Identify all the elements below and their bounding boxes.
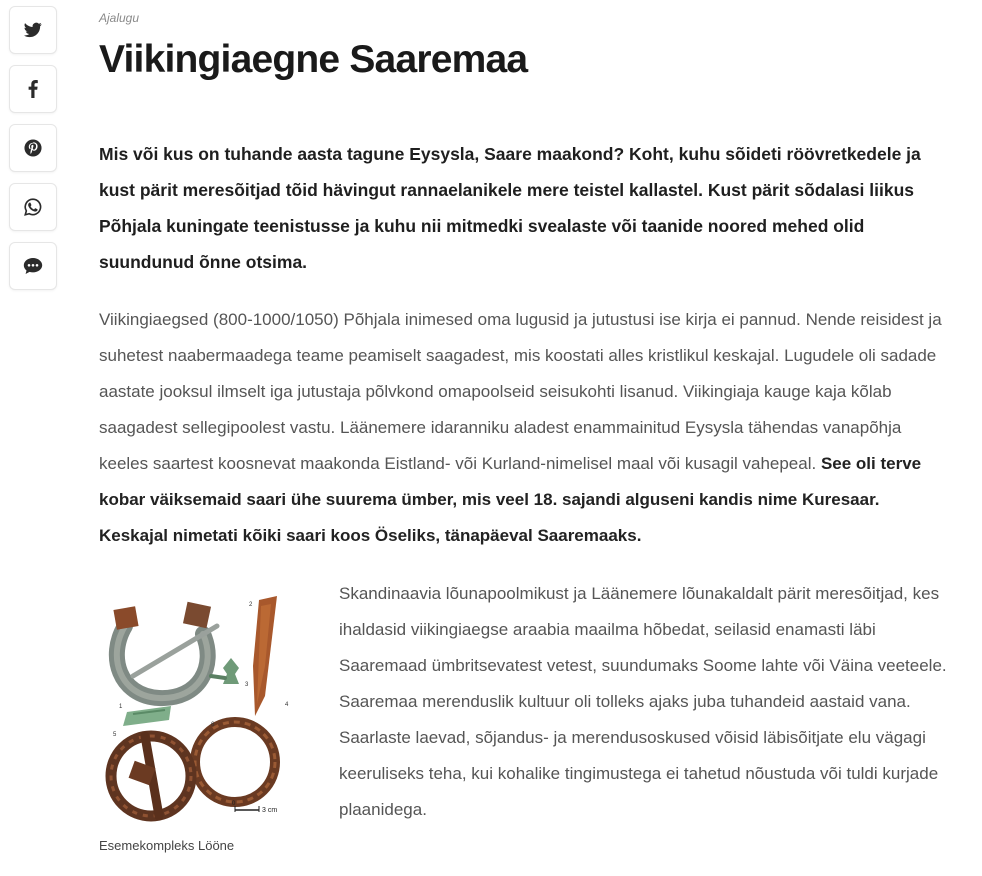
- article-paragraph-2: Skandinaavia lõunapoolmikust ja Läänemere lõunakaldalt pärit meresõitjad, kes ihaldasid viikingiaegse araabia maailma hõbedat, seilasid enamasti läbi Saaremaad ümbritsevatest vetest, suundumaks Soome lahte või Väina veeteele. Saaremaa merenduslik kultuur oli tolleks ajaks juba tuhandeid aastaid vana. Saarlaste laevad, sõjandus- ja merendusoskused võisid läbisõitjate elu vägagi keeruliseks teha, kui kohalike tingimustega ei tahetud nõustuda või tuldi kurjade plaanidega.: [339, 583, 947, 819]
- pinterest-icon: [24, 139, 42, 157]
- facebook-icon: [28, 80, 38, 98]
- whatsapp-share-button[interactable]: [9, 183, 57, 231]
- category-label[interactable]: Ajalugu: [99, 11, 140, 25]
- article-paragraph-1: [99, 302, 949, 554]
- artifact-number-2: 2: [249, 601, 253, 608]
- paragraph-1-bold-text: See oli terve kobar väiksemaid saari ühe suurema ümber, mis veel 18. sajandi alguseni kandis nime Kuresaar. Keskajal nimetati kõiki saari koos Öseliks, tänapäeval Saaremaaks.: [99, 453, 922, 545]
- twitter-share-button[interactable]: [9, 6, 57, 54]
- artifact-number-1: 1: [119, 703, 123, 710]
- artifact-number-6: 6: [211, 721, 215, 728]
- facebook-share-button[interactable]: [9, 65, 57, 113]
- figure-caption: Esemekompleks Lööne: [99, 837, 235, 853]
- scale-zero-label: 0: [232, 800, 236, 807]
- article-lead: Mis või kus on tuhande aasta tagune Eysysla, Saare maakond? Koht, kuhu sõideti röövretkedele ja kust pärit meresõitjad tõid hävingut rannaelanikele mere teistel kallastel. Kust pärit sõdalasi liikus Põhjala kuningate teenistusse ja kuhu nii mitmedki svealaste või taanide noored mehed olid suundunud õnne otsima.: [99, 143, 921, 272]
- article: [99, 0, 949, 876]
- artifact-number-5: 5: [113, 731, 117, 738]
- comment-icon: [23, 257, 43, 275]
- share-sidebar: [9, 6, 59, 301]
- twitter-icon: [24, 22, 42, 38]
- pinterest-share-button[interactable]: [9, 124, 57, 172]
- artifact-image[interactable]: [99, 586, 299, 826]
- whatsapp-icon: [24, 198, 42, 216]
- paragraph-1-text: Viikingiaegsed (800-1000/1050) Põhjala inimesed oma lugusid ja jutustusi ise kirja ei pannud. Nende reisidest ja suhetest naabermaadega teame peamiselt saagadest, mis koostati alles kristlikul keskajal. Lugudele oli sadade aastate jooksul ilmselt iga jutustaja põlvkond omapoolseid seisukohti lisanud. Viikingiaja kauge kaja kõlab saagadest sellegipoolest vastu. Läänemere idaranniku aladest enammainitud Eysysla tähendas vanapõhja keeles saartest koosnevat maakonda Eistland- või Kurland-nimelisel maal või kusagil vahepeal.: [99, 309, 942, 473]
- comment-button[interactable]: [9, 242, 57, 290]
- scale-label: 3 cm: [262, 806, 278, 814]
- artifact-number-3: 3: [245, 681, 249, 688]
- figure-section: [99, 576, 949, 876]
- article-title: Viikingiaegne Saaremaa: [99, 38, 528, 81]
- artifact-figure: [99, 586, 299, 853]
- artifact-number-4: 4: [285, 701, 289, 708]
